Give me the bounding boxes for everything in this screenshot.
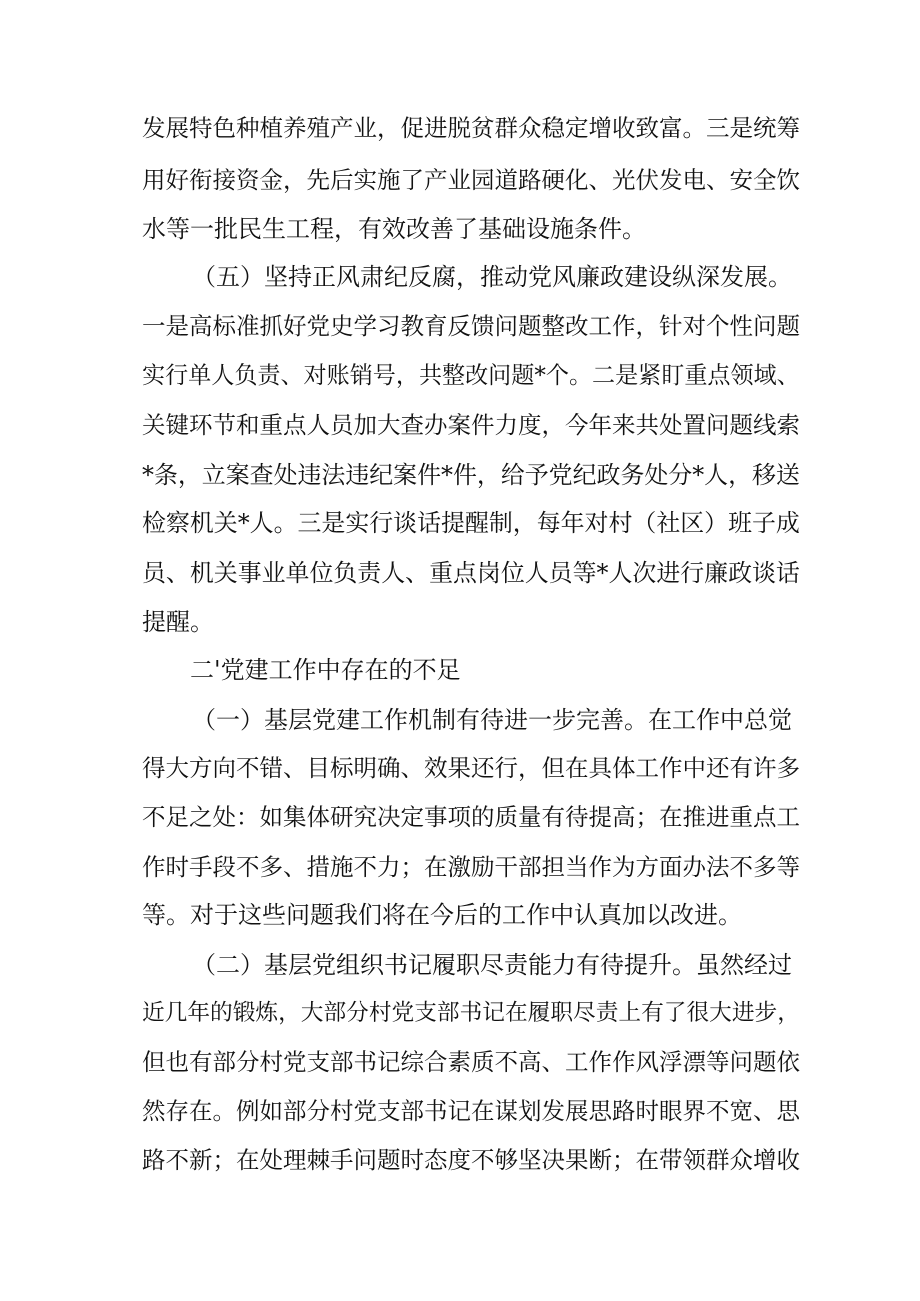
paragraph-line: 提醒。 (142, 608, 214, 636)
paragraph-line: 不足之处：如集体研究决定事项的质量有待提高；在推进重点工 (142, 803, 800, 831)
paragraph-line: 一是高标准抓好党史学习教育反馈问题整改工作，针对个性问题 (142, 312, 800, 340)
paragraph-line: 发展特色种植养殖产业，促进脱贫群众稳定增收致富。三是统筹 (142, 114, 800, 142)
section-heading: （一）基层党建工作机制有待进一步完善。在工作中总觉 (192, 706, 792, 734)
paragraph-line: 检察机关*人。三是实行谈话提醒制，每年对村（社区）班子成 (142, 509, 800, 537)
paragraph-line: 实行单人负责、对账销号，共整改问题*个。二是紧盯重点领域、 (142, 363, 800, 389)
section-heading: （二）基层党组织书记履职尽责能力有待提升。虽然经过 (192, 951, 792, 979)
paragraph-line: 员、机关事业单位负责人、重点岗位人员等*人次进行廉政谈话 (142, 559, 800, 587)
paragraph-line: 得大方向不错、目标明确、效果还行，但在具体工作中还有许多 (142, 754, 800, 782)
paragraph-line: 路不新；在处理棘手问题时态度不够坚决果断；在带领群众增收 (142, 1146, 800, 1174)
paragraph-line: 关键环节和重点人员加大查办案件力度，今年来共处置问题线索 (142, 411, 800, 439)
paragraph-line: *条，立案查处违法违纪案件*件，给予党纪政务处分*人，移送 (142, 461, 800, 489)
chapter-heading: 二'党建工作中存在的不足 (190, 656, 461, 684)
paragraph-line: 但也有部分村党支部书记综合素质不高、工作作风浮漂等问题依 (142, 1048, 800, 1076)
paragraph-line: 用好衔接资金，先后实施了产业园道路硬化、光伏发电、安全饮 (142, 166, 800, 194)
section-heading: （五）坚持正风肃纪反腐，推动党风廉政建设纵深发展。 (192, 263, 792, 291)
paragraph-line: 作时手段不多、措施不力；在激励干部担当作为方面办法不多等 (142, 853, 800, 881)
paragraph-line: 等。对于这些问题我们将在今后的工作中认真加以改进。 (142, 901, 742, 929)
paragraph-line: 水等一批民生工程，有效改善了基础设施条件。 (142, 215, 646, 243)
paragraph-line: 然存在。例如部分村党支部书记在谋划发展思路时眼界不宽、思 (142, 1097, 800, 1125)
paragraph-line: 近几年的锻炼，大部分村党支部书记在履职尽责上有了很大进步， (142, 1000, 800, 1026)
